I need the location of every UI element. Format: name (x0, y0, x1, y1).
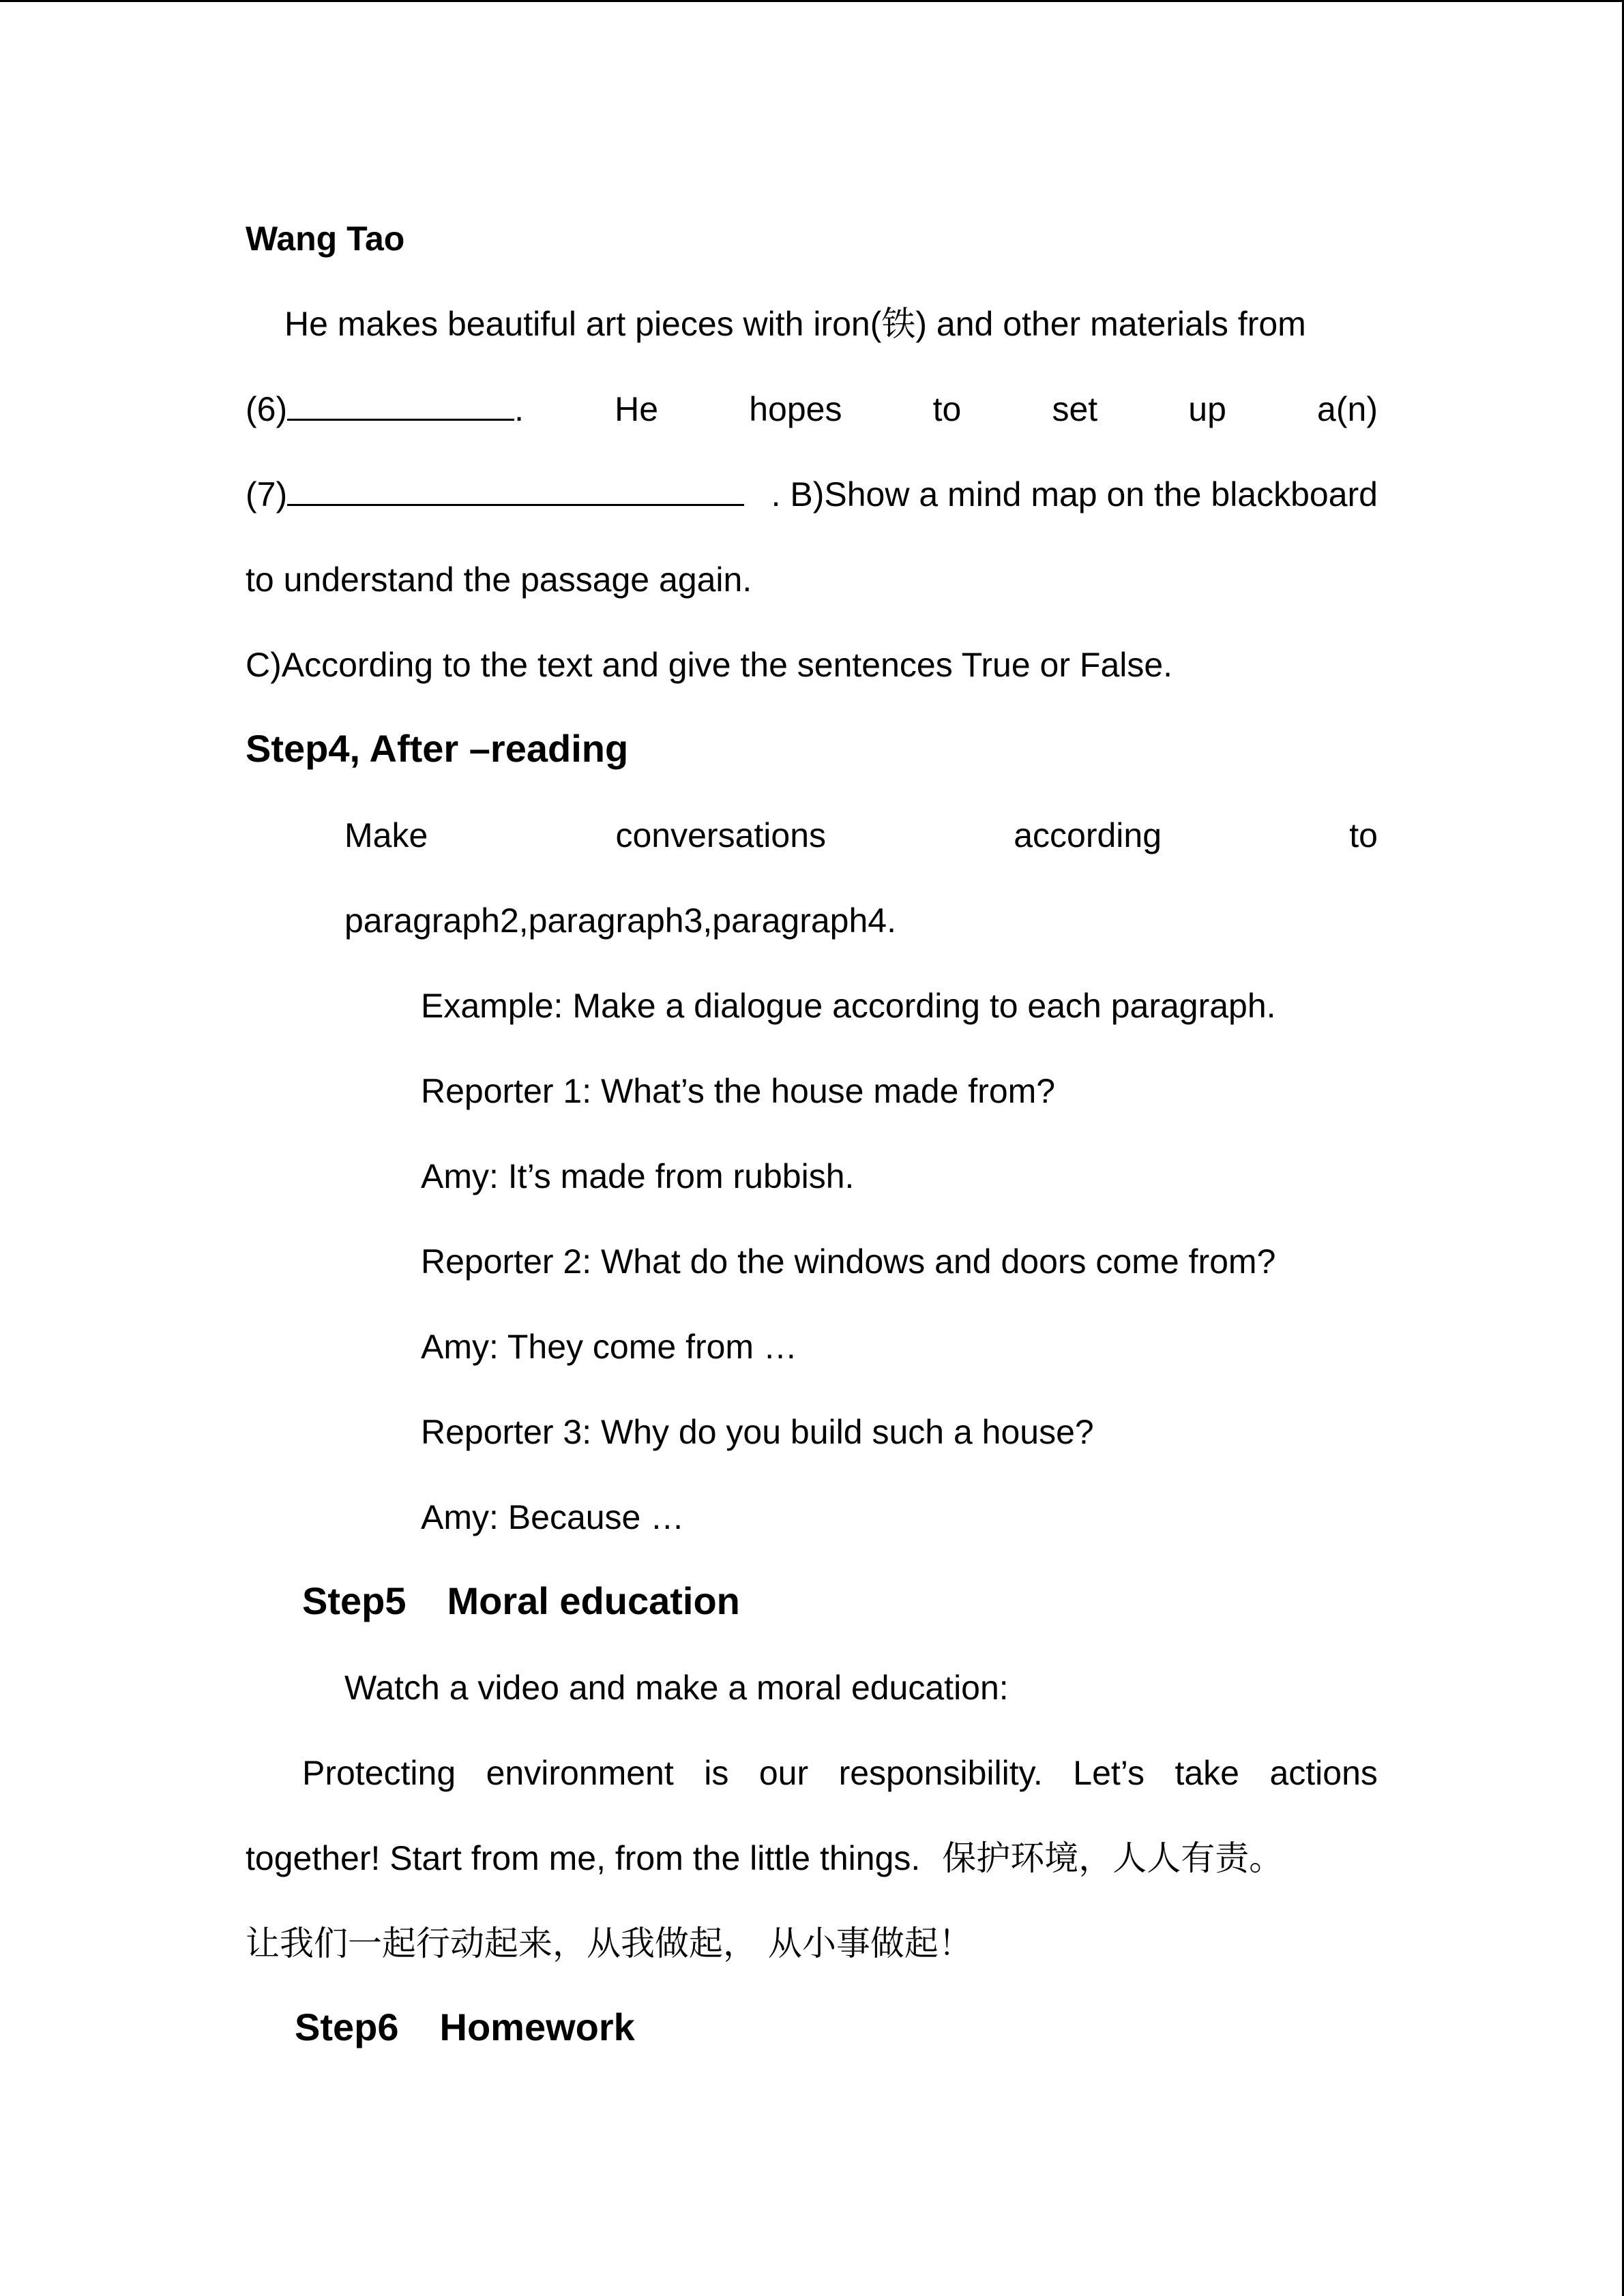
word: set (1052, 390, 1098, 428)
step4-heading: Step4, After –reading (246, 727, 629, 770)
step6-label: Step6 (295, 2006, 399, 2048)
dialogue-line: Reporter 2: What do the windows and doors come from? (421, 1242, 1276, 1281)
step5-title: Moral education (447, 1579, 740, 1622)
blank-7-label: (7) (246, 475, 288, 513)
step5-watch: Watch a video and make a moral education: (344, 1669, 1009, 1707)
word: Make (344, 816, 428, 854)
dialogue-line: Amy: Because … (421, 1498, 685, 1536)
dialogue-line: Amy: They come from … (421, 1328, 797, 1366)
word: according (1014, 816, 1162, 854)
step5-para-line-2 (246, 1838, 1283, 1879)
word: Protecting (302, 1754, 456, 1792)
wang-tao-title: Wang Tao (246, 220, 405, 258)
wang-tao-line-4: to understand the passage again. (246, 561, 752, 599)
word: conversations (615, 816, 826, 854)
word: to (1349, 816, 1378, 854)
word: hopes (749, 390, 842, 428)
word: take (1175, 1754, 1239, 1792)
blank-7[interactable] (287, 474, 744, 506)
word: our (758, 1754, 809, 1792)
step5-para-line-1 (302, 1753, 1378, 1793)
wang-tao-line-1 (284, 303, 1306, 344)
page-top-border (0, 0, 1624, 2)
step5-para-line-2-zh: 保护环境，人人有责。 (942, 1838, 1284, 1878)
step5-label: Step5 (302, 1579, 407, 1622)
wang-tao-line-3-suffix: . B)Show a mind map on the blackboard (771, 475, 1378, 513)
blank-6-label: (6) (246, 390, 288, 428)
step4-intro-line-2: paragraph2,paragraph3,paragraph4. (344, 901, 896, 940)
word: to (932, 390, 962, 428)
wang-tao-line-5: C)According to the text and give the sentences True or False. (246, 646, 1173, 684)
dialogue-line: Reporter 3: Why do you build such a house? (421, 1413, 1094, 1451)
blank-6-period: . (514, 390, 525, 428)
word: Let’s (1073, 1754, 1145, 1792)
step5-heading (302, 1581, 740, 1622)
dialogue-line: Amy: It’s made from rubbish. (421, 1157, 855, 1195)
blank-6[interactable] (287, 389, 514, 421)
blank-6-group (246, 389, 524, 430)
step6-heading (295, 2007, 635, 2048)
wang-tao-line-2 (246, 389, 1378, 430)
dialogue-line: Reporter 1: What’s the house made from? (421, 1072, 1056, 1110)
word: up (1188, 390, 1226, 428)
word: environment (486, 1754, 674, 1792)
step5-para-line-2-en: together! Start from me, from the little things. (246, 1839, 921, 1877)
word: a(n) (1317, 390, 1378, 428)
step4-example: Example: Make a dialogue according to each paragraph. (421, 987, 1276, 1025)
step6-title: Homework (439, 2006, 635, 2048)
word: responsibility. (838, 1754, 1043, 1792)
word: He (615, 390, 659, 428)
wang-tao-line-1-text: He makes beautiful art pieces with iron(铁) and other materials from (284, 305, 1306, 343)
step4-intro-line-1 (344, 815, 1378, 856)
word: is (704, 1754, 729, 1792)
step5-para-line-3: 让我们一起行动起来，从我做起， 从小事做起！ (246, 1924, 973, 1963)
wang-tao-line-3 (246, 474, 1378, 515)
blank-7-group (246, 474, 744, 515)
word: actions (1269, 1754, 1378, 1792)
